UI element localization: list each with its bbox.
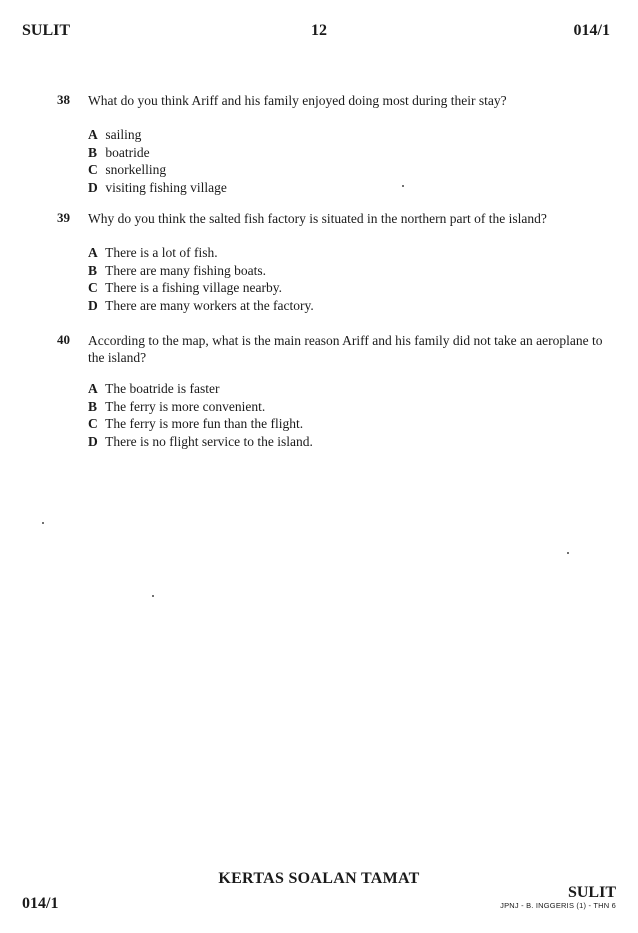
option-d: [88, 179, 227, 197]
option-letter: C: [88, 280, 98, 295]
option-letter: A: [88, 127, 98, 142]
option-letter: B: [88, 398, 98, 414]
answer-options: [88, 126, 227, 196]
option-c: [88, 279, 314, 297]
footer-paper-code: 014/1: [22, 895, 59, 912]
scan-speck: [42, 522, 44, 524]
option-letter: D: [88, 433, 98, 449]
option-a: [88, 380, 313, 398]
option-letter: B: [88, 262, 98, 278]
footer-subject-code: JPNJ - B. INGGERIS (1) - THN 6: [500, 901, 616, 910]
option-a: [88, 126, 227, 144]
option-b: [88, 144, 227, 162]
answer-options: [88, 244, 314, 314]
option-letter: D: [88, 179, 98, 195]
question-text: According to the map, what is the main reason Ariff and his family did not take an aeroplane to the island?: [88, 333, 603, 365]
question-text: Why do you think the salted fish factory is situated in the northern part of the island?: [88, 211, 547, 226]
option-letter: D: [88, 297, 98, 313]
scan-speck: [402, 185, 404, 187]
answer-options: [88, 380, 313, 450]
option-text: The ferry is more convenient.: [105, 398, 266, 414]
option-letter: A: [88, 381, 98, 396]
option-c: [88, 161, 227, 179]
option-text: There are many workers at the factory.: [105, 297, 314, 313]
scan-speck: [152, 595, 154, 597]
question-number: 40: [57, 332, 70, 347]
option-text: boatride: [105, 144, 150, 160]
header-classification: SULIT: [22, 22, 71, 39]
question-number: 38: [57, 92, 70, 107]
option-letter: C: [88, 162, 98, 177]
option-text: snorkelling: [105, 162, 167, 177]
option-c: [88, 415, 313, 433]
option-a: [88, 244, 314, 262]
option-d: [88, 297, 314, 315]
question-text: What do you think Ariff and his family enjoyed doing most during their stay?: [88, 93, 507, 108]
option-text: The boatride is faster: [105, 381, 220, 396]
option-letter: C: [88, 416, 98, 431]
option-text: There are many fishing boats.: [105, 262, 266, 278]
option-b: [88, 262, 314, 280]
option-b: [88, 398, 313, 416]
question-number: 39: [57, 210, 70, 225]
end-of-paper-text: KERTAS SOALAN TAMAT: [218, 870, 420, 887]
option-text: There is no flight service to the island.: [105, 433, 313, 449]
footer-right: [500, 885, 616, 910]
option-text: The ferry is more fun than the flight.: [105, 416, 304, 431]
scan-speck: [567, 552, 569, 554]
option-text: There is a fishing village nearby.: [105, 280, 282, 295]
option-text: There is a lot of fish.: [105, 245, 218, 260]
page-number: 12: [311, 22, 327, 39]
paper-code: 014/1: [573, 22, 610, 39]
option-letter: B: [88, 144, 98, 160]
option-d: [88, 433, 313, 451]
footer-classification: SULIT: [567, 884, 616, 901]
option-text: visiting fishing village: [105, 179, 227, 195]
option-letter: A: [88, 245, 98, 260]
option-text: sailing: [105, 127, 142, 142]
